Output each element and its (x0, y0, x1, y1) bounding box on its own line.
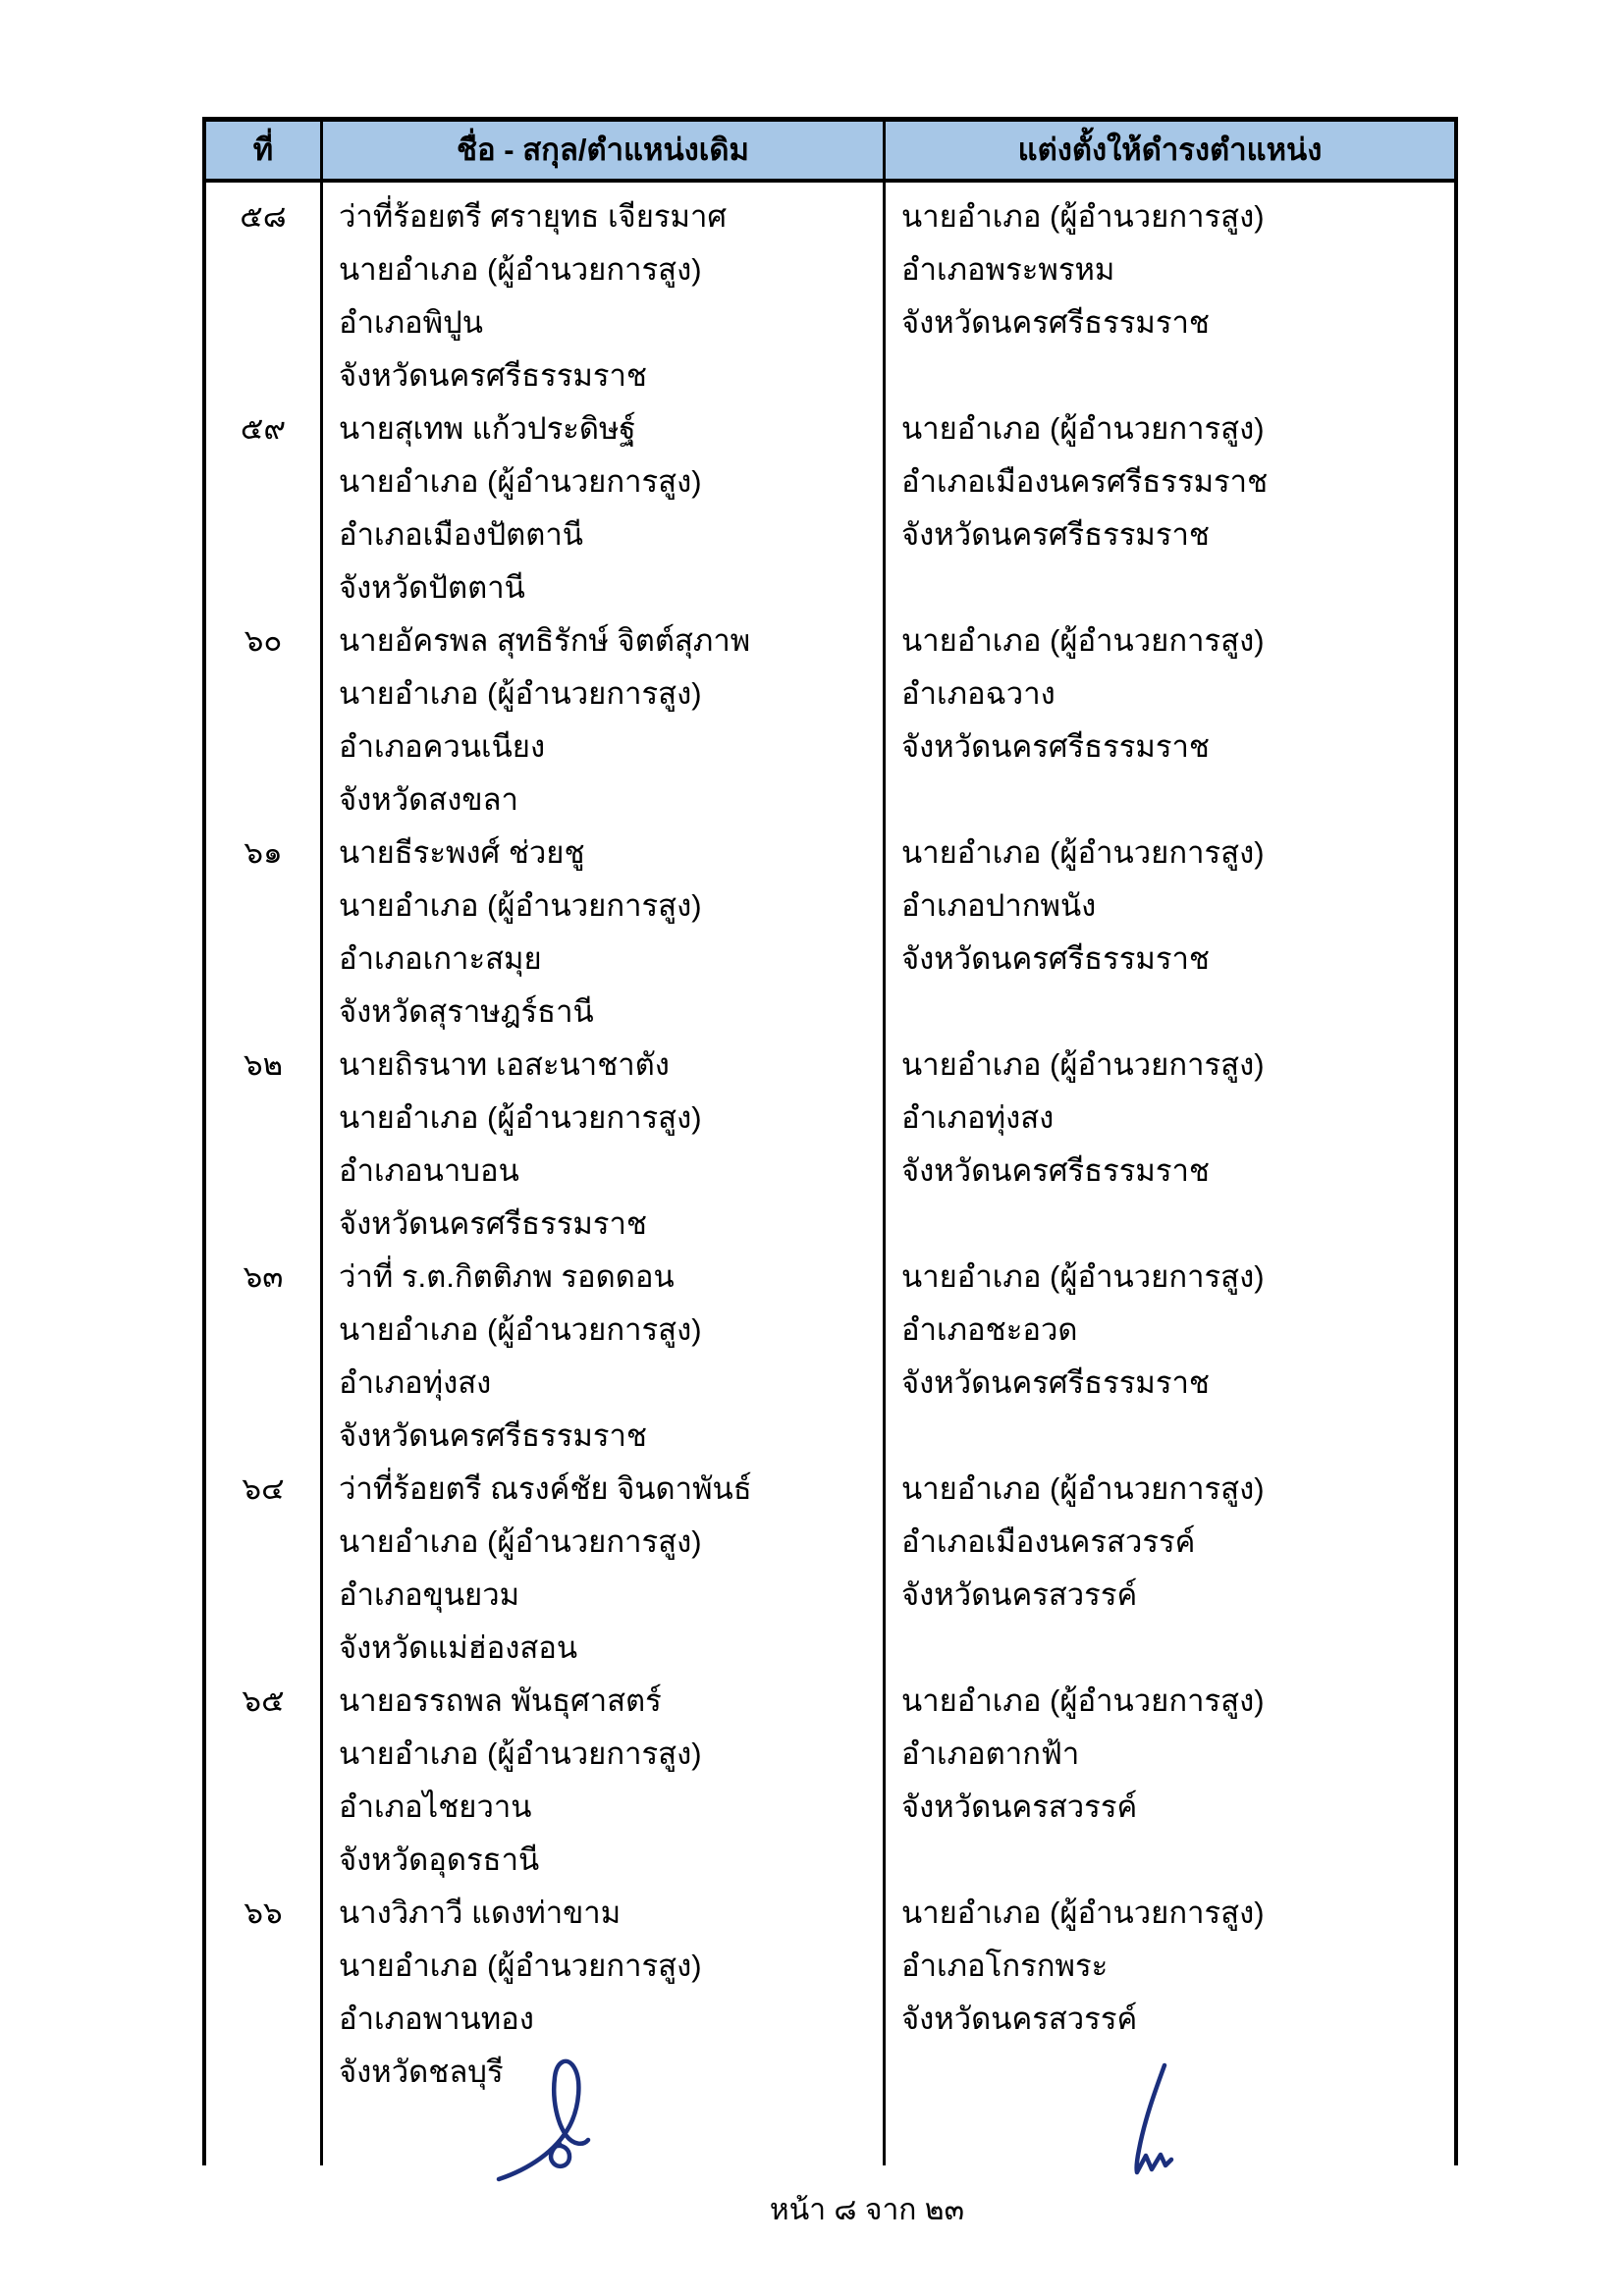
text-line: จังหวัดนครศรีธรรมราช (901, 729, 1210, 764)
text-line: จังหวัดปัตตานี (339, 570, 525, 605)
text-line: จังหวัดแม่ฮ่องสอน (339, 1630, 578, 1665)
text-line: นายอำเภอ (ผู้อำนวยการสูง) (339, 1312, 702, 1347)
table-row (206, 1455, 1454, 1667)
text-line: นายอัครพล สุทธิรักษ์ จิตต์สุภาพ (339, 623, 751, 658)
text-line: นายธีระพงศ์ ช่วยชู (339, 835, 585, 870)
appointed-position-cell (886, 1243, 1454, 1455)
text-line: จังหวัดนครสวรรค์ (901, 1789, 1138, 1824)
text-line: ว่าที่ร้อยตรี ณรงค์ชัย จินดาพันธ์ (339, 1471, 752, 1506)
table-row (206, 819, 1454, 1031)
text-line: จังหวัดนครศรีธรรมราช (339, 1206, 647, 1241)
text-line: จังหวัดชลบุรี (339, 2055, 504, 2089)
text-line: อำเภอควนเนียง (339, 729, 546, 764)
former-position-cell (323, 1243, 886, 1455)
text-line: นายอำเภอ (ผู้อำนวยการสูง) (901, 199, 1265, 234)
text-line: อำเภอเมืองปัตตานี (339, 517, 583, 552)
text-line: ว่าที่ร้อยตรี ศรายุทธ เจียรมาศ (339, 199, 728, 234)
text-line: อำเภอพิปูน (339, 305, 483, 340)
text-line: จังหวัดสุราษฎร์ธานี (339, 994, 594, 1029)
text-line: จังหวัดนครศรีธรรมราช (901, 305, 1210, 340)
text-line: อำเภอไชยวาน (339, 1789, 532, 1824)
text-line: อำเภอพานทอง (339, 2002, 534, 2036)
text-line: จังหวัดนครศรีธรรมราช (901, 517, 1210, 552)
text-line: อำเภอพระพรหม (901, 252, 1115, 287)
text-line: นางวิภาวี แดงท่าขาม (339, 1896, 622, 1930)
row-number-cell: ๖๑ (206, 819, 323, 1031)
row-number-cell: ๖๐ (206, 607, 323, 819)
header-appointed: แต่งตั้งให้ดำรงตำแหน่ง (1017, 133, 1323, 167)
appointed-position-cell (886, 395, 1454, 607)
text-line: อำเภอทุ่งสง (901, 1100, 1055, 1135)
text-line: นายอำเภอ (ผู้อำนวยการสูง) (901, 411, 1265, 446)
former-position-cell (323, 819, 886, 1031)
header-no: ที่ (206, 122, 323, 179)
former-position-cell (323, 1031, 886, 1243)
row-number-cell: ๖๔ (206, 1455, 323, 1667)
former-position-cell (323, 607, 886, 819)
text-line: อำเภอเมืองนครศรีธรรมราช (901, 464, 1269, 499)
page-number-footer: หน้า ๘ จาก ๒๓ (769, 2194, 965, 2226)
table-row (206, 183, 1454, 395)
signature-ink-left (491, 2050, 628, 2187)
table-row (206, 1667, 1454, 1879)
former-position-cell (323, 395, 886, 607)
row-number-cell: ๖๕ (206, 1667, 323, 1879)
text-line: อำเภอเกาะสมุย (339, 941, 542, 976)
former-position-cell (323, 1667, 886, 1879)
appointed-position-cell (886, 1031, 1454, 1243)
text-line: ว่าที่ ร.ต.กิตติภพ รอดดอน (339, 1259, 675, 1294)
text-line: อำเภอตากฟ้า (901, 1736, 1080, 1771)
row-number-cell: ๖๖ (206, 1879, 323, 2165)
table-row (206, 395, 1454, 607)
table-body (206, 183, 1454, 2165)
text-line: นายอำเภอ (ผู้อำนวยการสูง) (339, 1100, 702, 1135)
appointed-position-cell (886, 1667, 1454, 1879)
text-line: จังหวัดนครศรีธรรมราช (339, 1418, 647, 1453)
text-line: นายอำเภอ (ผู้อำนวยการสูง) (339, 464, 702, 499)
text-line: นายอำเภอ (ผู้อำนวยการสูง) (339, 252, 702, 287)
appointed-position-cell (886, 1455, 1454, 1667)
text-line: อำเภอปากพนัง (901, 888, 1097, 923)
text-line: นายอำเภอ (ผู้อำนวยการสูง) (339, 888, 702, 923)
text-line: นายอำเภอ (ผู้อำนวยการสูง) (339, 676, 702, 711)
appointed-position-cell (886, 607, 1454, 819)
text-line: นายอำเภอ (ผู้อำนวยการสูง) (339, 1524, 702, 1559)
table-row (206, 1879, 1454, 2165)
header-former: ชื่อ - สกุล/ตำแหน่งเดิม (323, 122, 886, 179)
appointed-position-cell (886, 819, 1454, 1031)
former-position-cell (323, 183, 886, 395)
row-number-cell: ๕๘ (206, 183, 323, 395)
text-line: นายอำเภอ (ผู้อำนวยการสูง) (901, 835, 1265, 870)
appointment-table (202, 117, 1458, 2165)
text-line: นายอำเภอ (ผู้อำนวยการสูง) (339, 1736, 702, 1771)
text-line: นายอำเภอ (ผู้อำนวยการสูง) (901, 1896, 1265, 1930)
text-line: จังหวัดนครศรีธรรมราช (901, 1365, 1210, 1400)
text-line: นายอำเภอ (ผู้อำนวยการสูง) (901, 1259, 1265, 1294)
text-line: จังหวัดนครศรีธรรมราช (901, 1153, 1210, 1188)
text-line: นายถิรนาท เอสะนาชาตัง (339, 1047, 670, 1082)
former-position-cell (323, 1455, 886, 1667)
text-line: นายอำเภอ (ผู้อำนวยการสูง) (901, 1471, 1265, 1506)
text-line: อำเภอเมืองนครสวรรค์ (901, 1524, 1196, 1559)
text-line: นายอำเภอ (ผู้อำนวยการสูง) (901, 1047, 1265, 1082)
text-line: นายสุเทพ แก้วประดิษฐ์ (339, 411, 636, 446)
row-number-cell: ๕๙ (206, 395, 323, 607)
table-row (206, 1243, 1454, 1455)
row-number-cell: ๖๓ (206, 1243, 323, 1455)
text-line: จังหวัดนครศรีธรรมราช (901, 941, 1210, 976)
table-row (206, 1031, 1454, 1243)
text-line: อำเภอขุนยวม (339, 1577, 520, 1612)
signature-ink-right (1119, 2059, 1193, 2192)
text-line: นายอำเภอ (ผู้อำนวยการสูง) (339, 1949, 702, 1983)
text-line: อำเภอโกรกพระ (901, 1949, 1109, 1983)
text-line: อำเภอฉวาง (901, 676, 1056, 711)
text-line: นายอำเภอ (ผู้อำนวยการสูง) (901, 623, 1265, 658)
text-line: อำเภอชะอวด (901, 1312, 1078, 1347)
text-line: จังหวัดอุดรธานี (339, 1842, 540, 1877)
text-line: นายอำเภอ (ผู้อำนวยการสูง) (901, 1683, 1265, 1718)
table-row (206, 607, 1454, 819)
text-line: นายอรรถพล พันธุศาสตร์ (339, 1683, 662, 1718)
appointed-position-cell (886, 183, 1454, 395)
table-header-row (206, 122, 1454, 183)
row-number-cell: ๖๒ (206, 1031, 323, 1243)
text-line: จังหวัดนครสวรรค์ (901, 1577, 1138, 1612)
text-line: อำเภอนาบอน (339, 1153, 519, 1188)
text-line: จังหวัดนครสวรรค์ (901, 2002, 1138, 2036)
text-line: จังหวัดสงขลา (339, 782, 518, 817)
text-line: จังหวัดนครศรีธรรมราช (339, 358, 647, 393)
text-line: อำเภอทุ่งสง (339, 1365, 492, 1400)
